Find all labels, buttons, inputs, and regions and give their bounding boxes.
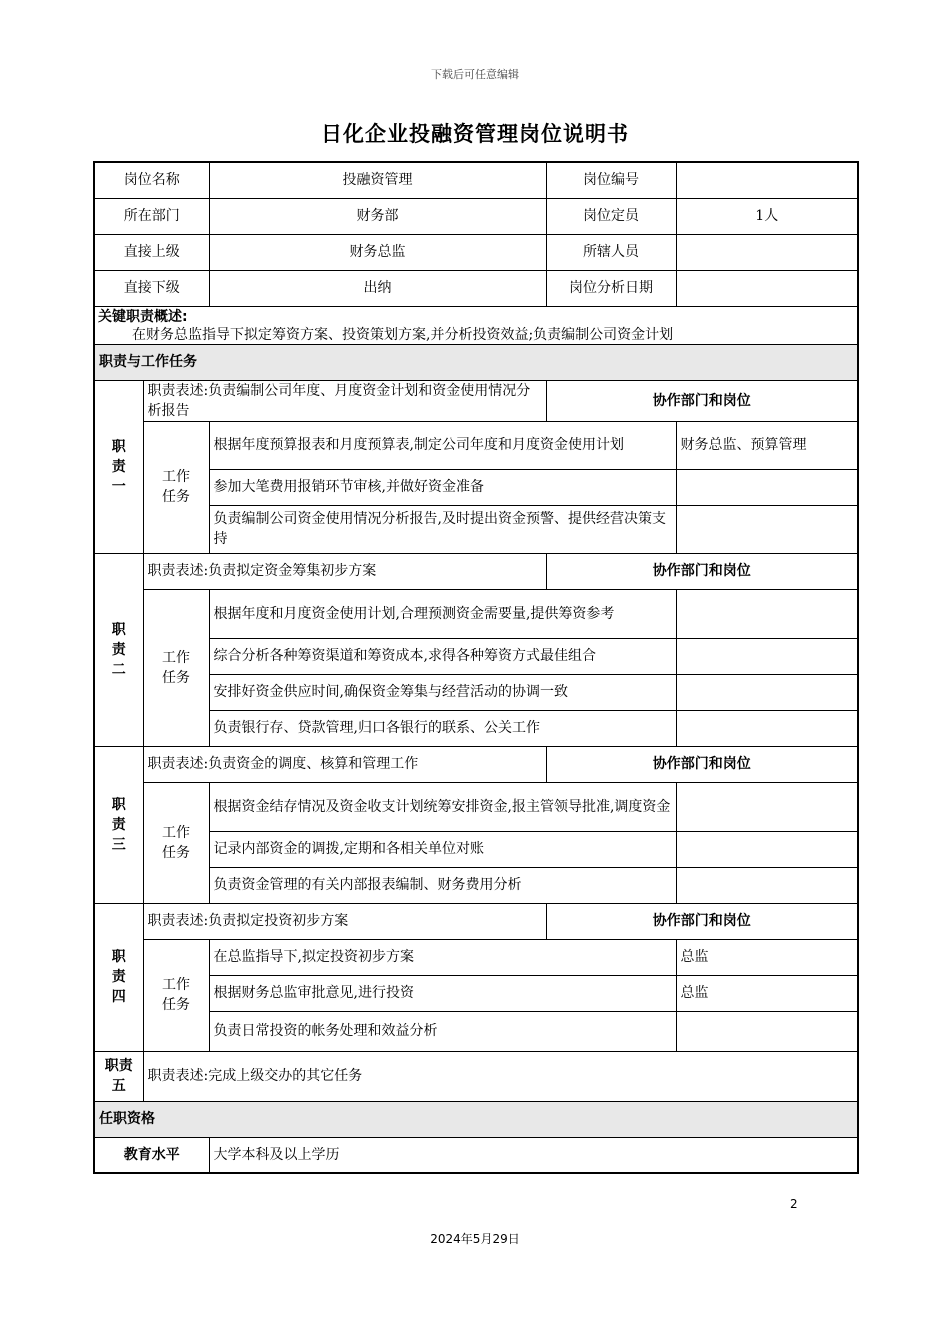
duty-5-label [94, 1051, 143, 1101]
task-collab: 总监 [676, 975, 858, 1011]
task-text: 根据年度预算报表和月度预算表,制定公司年度和月度资金使用计划 [209, 421, 676, 469]
duties-heading: 职责与工作任务 [94, 344, 858, 380]
value-direct-superior: 财务总监 [209, 234, 546, 270]
label-position-name: 岗位名称 [94, 162, 209, 198]
education-row [94, 1137, 858, 1173]
collab-heading: 协作部门和岗位 [546, 746, 858, 782]
task-collab [676, 782, 858, 831]
value-position-name: 投融资管理 [209, 162, 546, 198]
task-collab [676, 469, 858, 505]
task-text: 根据财务总监审批意见,进行投资 [209, 975, 676, 1011]
duty-3-description: 职责表述:负责资金的调度、核算和管理工作 [143, 746, 546, 782]
duty-1-label: 职 责 一 [94, 380, 143, 553]
duty-description-row [94, 553, 858, 589]
task-text: 负责资金管理的有关内部报表编制、财务费用分析 [209, 867, 676, 903]
task-row [94, 589, 858, 638]
task-collab [676, 505, 858, 553]
label-position-number: 岗位编号 [546, 162, 676, 198]
task-collab [676, 867, 858, 903]
header-note: 下载后可任意编辑 [431, 68, 519, 81]
value-headcount: 1人 [676, 198, 858, 234]
education-label: 教育水平 [94, 1137, 209, 1173]
task-row [94, 421, 858, 469]
task-row [94, 1011, 858, 1051]
task-collab [676, 831, 858, 867]
education-value: 大学本科及以上学历 [209, 1137, 858, 1173]
task-text: 负责编制公司资金使用情况分析报告,及时提出资金预警、提供经营决策支持 [209, 505, 676, 553]
value-position-number [676, 162, 858, 198]
duty-2-description: 职责表述:负责拟定资金筹集初步方案 [143, 553, 546, 589]
duty-5-label-line1: 职责 [104, 1058, 133, 1074]
label-direct-subordinate: 直接下级 [94, 270, 209, 306]
duties-heading-row [94, 344, 858, 380]
footer-date: 2024年5月29日 [430, 1232, 520, 1246]
task-text: 在总监指导下,拟定投资初步方案 [209, 939, 676, 975]
value-department: 财务部 [209, 198, 546, 234]
task-row [94, 638, 858, 674]
value-subordinates [676, 234, 858, 270]
task-row [94, 831, 858, 867]
task-text: 综合分析各种筹资渠道和筹资成本,求得各种筹资方式最佳组合 [209, 638, 676, 674]
task-collab: 财务总监、预算管理 [676, 421, 858, 469]
info-row [94, 162, 858, 198]
qualifications-heading-row [94, 1101, 858, 1137]
task-text: 负责日常投资的帐务处理和效益分析 [209, 1011, 676, 1051]
task-collab: 总监 [676, 939, 858, 975]
task-text: 记录内部资金的调拨,定期和各相关单位对账 [209, 831, 676, 867]
page-number: 2 [790, 1197, 798, 1211]
task-collab [676, 638, 858, 674]
duty-5-row [94, 1051, 858, 1101]
collab-heading: 协作部门和岗位 [546, 553, 858, 589]
info-row [94, 270, 858, 306]
qualifications-heading: 任职资格 [94, 1101, 858, 1137]
task-row [94, 975, 858, 1011]
document-title: 日化企业投融资管理岗位说明书 [321, 122, 629, 146]
task-label: 工作 任务 [143, 589, 209, 746]
task-label: 工作 任务 [143, 939, 209, 1051]
task-collab [676, 674, 858, 710]
task-row [94, 674, 858, 710]
task-row [94, 939, 858, 975]
duty-3-label: 职 责 三 [94, 746, 143, 903]
task-text: 负责银行存、贷款管理,归口各银行的联系、公关工作 [209, 710, 676, 746]
duty-2-label: 职 责 二 [94, 553, 143, 746]
label-headcount: 岗位定员 [546, 198, 676, 234]
task-collab [676, 710, 858, 746]
task-collab [676, 589, 858, 638]
task-label: 工作 任务 [143, 421, 209, 553]
duty-5-label-line2: 五 [111, 1078, 126, 1094]
task-text: 根据资金结存情况及资金收支计划统筹安排资金,报主管领导批准,调度资金 [209, 782, 676, 831]
label-department: 所在部门 [94, 198, 209, 234]
task-row [94, 505, 858, 553]
task-row [94, 469, 858, 505]
duty-4-label: 职 责 四 [94, 903, 143, 1051]
task-text: 根据年度和月度资金使用计划,合理预测资金需要量,提供筹资参考 [209, 589, 676, 638]
value-analysis-date [676, 270, 858, 306]
duty-4-description: 职责表述:负责拟定投资初步方案 [143, 903, 546, 939]
key-summary-heading: 关键职责概述: [98, 308, 188, 325]
label-analysis-date: 岗位分析日期 [546, 270, 676, 306]
task-row [94, 782, 858, 831]
duty-5-description: 职责表述:完成上级交办的其它任务 [143, 1051, 858, 1101]
info-row [94, 234, 858, 270]
task-label: 工作 任务 [143, 782, 209, 903]
task-row [94, 710, 858, 746]
key-summary-cell [94, 306, 858, 344]
duty-description-row [94, 903, 858, 939]
info-row [94, 198, 858, 234]
collab-heading: 协作部门和岗位 [546, 380, 858, 421]
key-summary-text: 在财务总监指导下拟定筹资方案、投资策划方案,并分析投资效益;负责编制公司资金计划 [132, 326, 674, 343]
label-direct-superior: 直接上级 [94, 234, 209, 270]
task-collab [676, 1011, 858, 1051]
value-direct-subordinate: 出纳 [209, 270, 546, 306]
label-subordinates: 所辖人员 [546, 234, 676, 270]
key-summary-row [94, 306, 858, 344]
collab-heading: 协作部门和岗位 [546, 903, 858, 939]
duty-description-row [94, 380, 858, 421]
job-description-table [93, 161, 859, 1174]
task-text: 安排好资金供应时间,确保资金筹集与经营活动的协调一致 [209, 674, 676, 710]
duty-description-row [94, 746, 858, 782]
duty-1-description: 职责表述:负责编制公司年度、月度资金计划和资金使用情况分析报告 [143, 380, 546, 421]
task-row [94, 867, 858, 903]
task-text: 参加大笔费用报销环节审核,并做好资金准备 [209, 469, 676, 505]
